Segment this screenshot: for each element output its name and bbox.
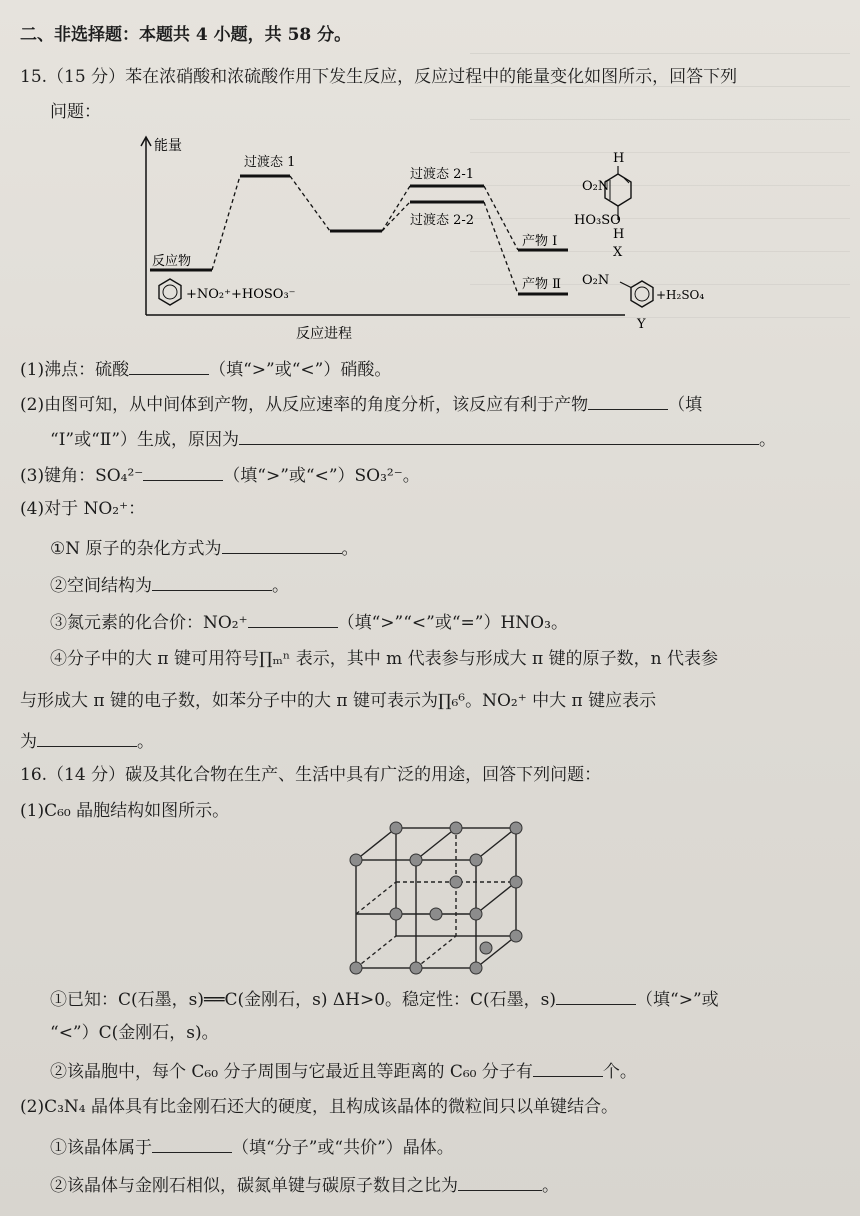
energy-diagram	[120, 132, 705, 352]
path-to-ts1	[212, 176, 240, 270]
answer-blank[interactable]	[239, 426, 759, 445]
product1-o2n: O₂N	[582, 179, 610, 194]
path-to-ts21	[382, 186, 410, 231]
answer-blank[interactable]	[533, 1058, 603, 1077]
q15-part2-cont: “Ⅰ”或“Ⅱ”）生成，原因为 。	[50, 426, 776, 451]
q15-part4-1: ①N 原子的杂化方式为 。	[50, 535, 359, 560]
product1-hoso: HO₃SO	[574, 213, 621, 228]
q15-part4-3: ③氮元素的化合价：NO₂⁺ （填“>”“<”或“=”）HNO₃。	[50, 609, 568, 634]
q16-part2-head: (2)C₃N₄ 晶体具有比金刚石还大的硬度，且构成该晶体的微粒间只以单键结合。	[20, 1097, 618, 1117]
q16-part1-2: ②该晶胞中，每个 C₆₀ 分子周围与它最近且等距离的 C₆₀ 分子有 个。	[50, 1058, 637, 1083]
benzene-icon	[159, 279, 181, 305]
path-to-intermediate	[290, 176, 330, 231]
reactant-label: 反应物	[152, 254, 192, 269]
path-to-ts22	[382, 202, 410, 231]
reactant-formula: +NO₂⁺+HOSO₃⁻	[186, 287, 296, 302]
q16-part2-1: ①该晶体属于 （填“分子”或“共价”）晶体。	[50, 1134, 454, 1159]
ts22-label: 过渡态 2-2	[410, 213, 475, 228]
q16-stem: 16.（14 分）碳及其化合物在生产、生活中具有广泛的用途，回答下列问题：	[20, 765, 602, 785]
q15-part4-4-line2: 与形成大 π 键的电子数，如苯分子中的大 π 键可表示为∏₆⁶。NO₂⁺ 中大 π 键应表示	[20, 691, 657, 711]
q16-part1-1-line2: “<”）C(金刚石，s)。	[50, 1023, 219, 1043]
product1-x: X	[613, 245, 623, 260]
product2-label: 产物 Ⅱ	[522, 277, 561, 292]
answer-blank[interactable]	[588, 391, 668, 410]
q16-part2-2: ②该晶体与金刚石相似，碳氮单键与碳原子数目之比为 。	[50, 1172, 559, 1197]
ts1-label: 过渡态 1	[244, 155, 296, 170]
answer-blank[interactable]	[37, 728, 137, 747]
answer-blank[interactable]	[222, 535, 342, 554]
q16-part1-head: (1)C₆₀ 晶胞结构如图所示。	[20, 801, 230, 821]
product2-o2n: O₂N	[582, 273, 610, 288]
section-heading: 二、非选择题：本题共 4 小题，共 58 分。	[20, 25, 352, 45]
answer-blank[interactable]	[248, 609, 338, 628]
product2-h2so4: +H₂SO₄	[656, 288, 705, 302]
answer-blank[interactable]	[143, 462, 223, 481]
product2-y: Y	[637, 317, 646, 332]
q16-part1-1-line1: ①已知：C(石墨，s)══C(金刚石，s) ΔH>0。稳定性：C(石墨，s) （填“>”或	[50, 986, 719, 1011]
product1-h: H	[613, 227, 625, 242]
product1-h-top: H	[613, 151, 625, 166]
q15-part1: (1)沸点：硫酸 （填“>”或“<”）硝酸。	[20, 356, 391, 381]
answer-blank[interactable]	[152, 572, 272, 591]
ts21-label: 过渡态 2-1	[410, 167, 475, 182]
q15-part4-4-line1: ④分子中的大 π 键可用符号∏ₘⁿ 表示，其中 m 代表参与形成大 π 键的原子数，n 代表参	[50, 649, 718, 669]
product1-label: 产物 Ⅰ	[522, 234, 558, 249]
q15-part4-head: (4)对于 NO₂⁺：	[20, 499, 146, 519]
answer-blank[interactable]	[152, 1134, 232, 1153]
q15-part3: (3)键角：SO₄²⁻ （填“>”或“<”）SO₃²⁻。	[20, 462, 420, 487]
x-axis-label: 反应进程	[296, 326, 352, 342]
answer-blank[interactable]	[458, 1172, 542, 1191]
nitrobenzene-icon	[620, 281, 653, 307]
q15-stem-line2: 问题：	[50, 102, 101, 122]
q15-part4-2: ②空间结构为 。	[50, 572, 289, 597]
answer-blank[interactable]	[556, 986, 636, 1005]
q15-part4-4-line3: 为 。	[20, 728, 154, 753]
answer-blank[interactable]	[129, 356, 209, 375]
y-axis-label: 能量	[154, 138, 182, 154]
q15-part2: (2)由图可知，从中间体到产物，从反应速率的角度分析，该反应有利于产物 （填	[20, 391, 702, 416]
c60-unit-cell-diagram	[340, 820, 540, 980]
q15-stem-line1: 15.（15 分）苯在浓硝酸和浓硫酸作用下发生反应，反应过程中的能量变化如图所示，回答下列	[20, 67, 738, 87]
path-to-product2	[484, 202, 518, 294]
path-to-product1	[484, 186, 518, 250]
